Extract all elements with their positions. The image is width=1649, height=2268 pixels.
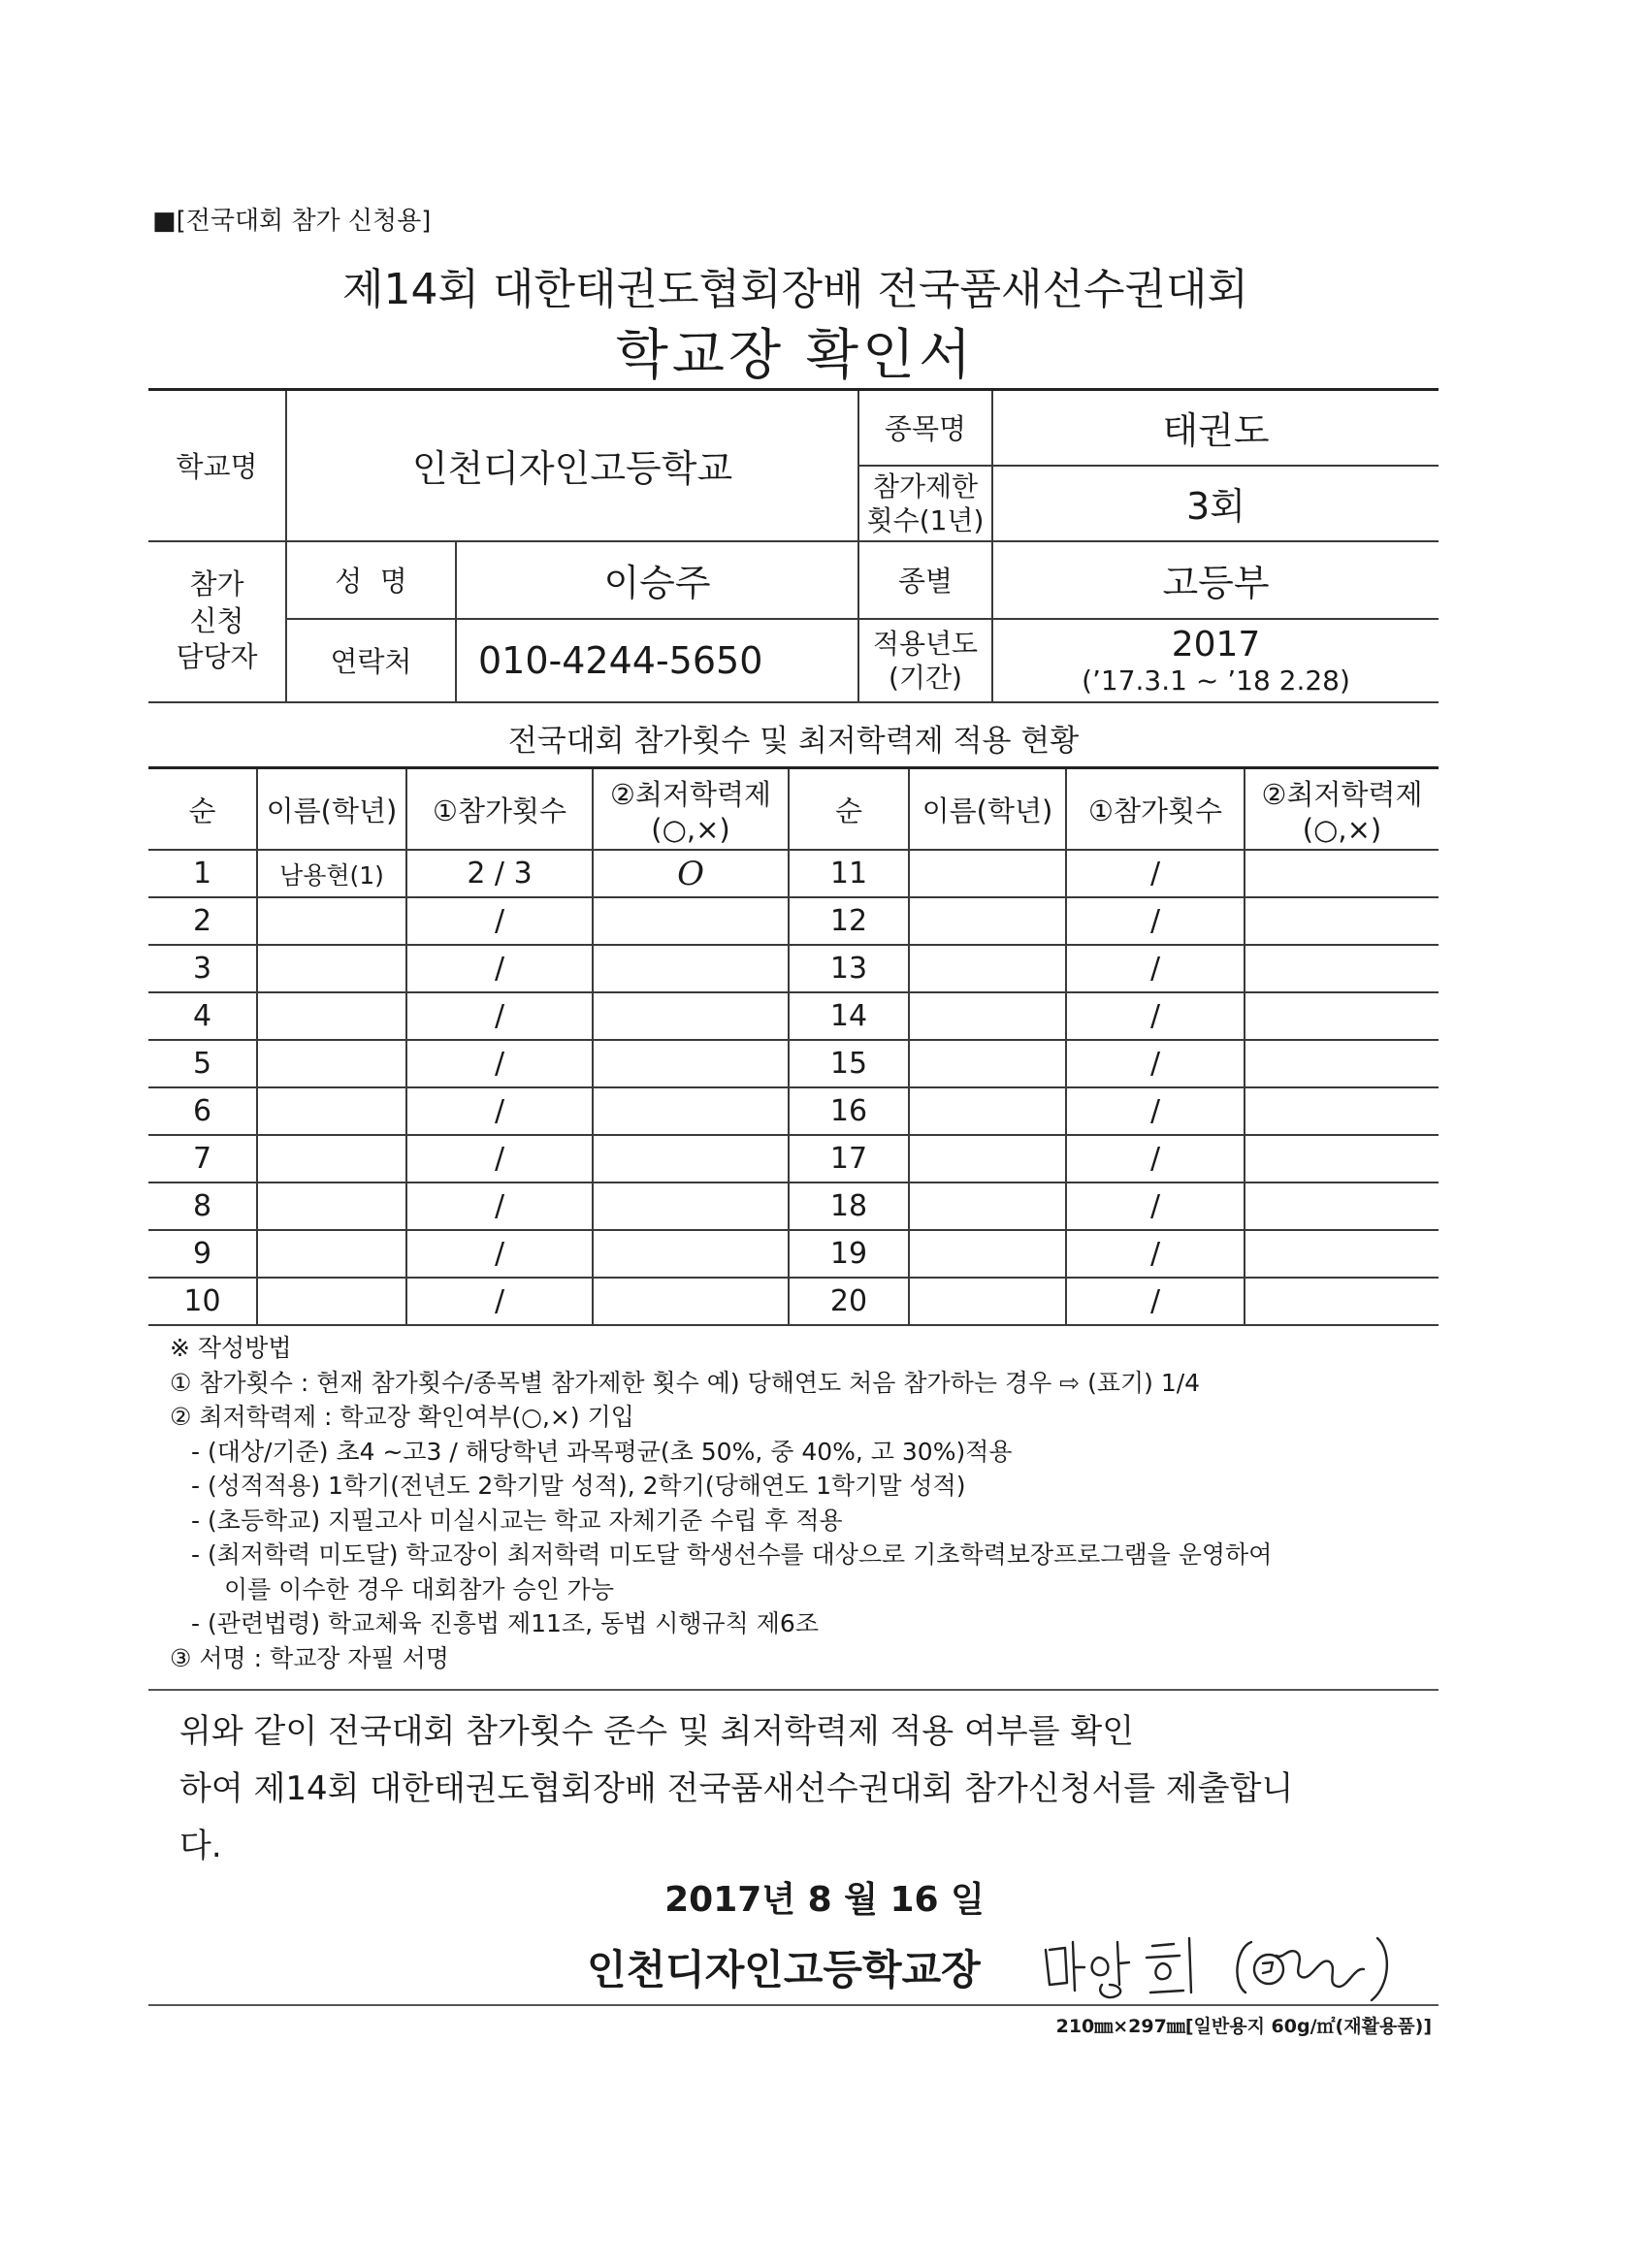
- instruction-2d-cont: 이를 이수한 경우 대회참가 승인 가능: [224, 1574, 614, 1604]
- row-count: /: [1066, 1183, 1245, 1230]
- col-header-name: 이름(학년): [909, 768, 1066, 851]
- table-row: [148, 1087, 1439, 1135]
- row-no: 20: [789, 1278, 909, 1325]
- table-row: [148, 897, 1439, 945]
- form-type-tag: ■[전국대회 참가 신청용]: [152, 207, 432, 236]
- table-row: [148, 1183, 1439, 1230]
- col-header-count: ①참가횟수: [406, 768, 593, 851]
- row-count: /: [406, 1040, 593, 1087]
- row-name: [257, 992, 406, 1040]
- row-name: [257, 897, 406, 945]
- row-academic: [1245, 945, 1439, 992]
- row-no: 3: [148, 945, 257, 992]
- row-count: /: [1066, 1230, 1245, 1278]
- table-row: [148, 850, 1439, 897]
- statement-line1: 위와 같이 전국대회 참가횟수 준수 및 최저학력제 적용 여부를 확인: [179, 1712, 1135, 1751]
- row-no: 1: [148, 850, 257, 897]
- row-count: /: [406, 897, 593, 945]
- row-academic: [593, 1040, 789, 1087]
- apply-year-label-line2: (기간): [889, 661, 962, 694]
- row-name: [909, 1183, 1066, 1230]
- row-academic: O: [593, 850, 789, 897]
- row-name: [909, 1135, 1066, 1183]
- signature-paren-open: [1237, 1942, 1251, 1993]
- row-academic: [1245, 1278, 1439, 1325]
- apply-period: (’17.3.1 ~ ’18 2.28): [1082, 664, 1350, 697]
- applicant-name-label: 성 명: [286, 541, 456, 619]
- applicant-label-line3: 담당자: [176, 640, 258, 674]
- instruction-1: ① 참가횟수 : 현재 참가횟수/종목별 참가제한 횟수 예) 당해연도 처음 참가하는 경우 ⇨ (표기) 1/4: [170, 1368, 1201, 1397]
- col-header-academic-line2: (○,×): [1302, 812, 1382, 846]
- school-name-value: 인천디자인고등학교: [286, 390, 858, 541]
- row-academic: [1245, 1183, 1439, 1230]
- document-date: 2017년 8 월 16 일: [664, 1880, 985, 1920]
- row-count: /: [406, 1135, 593, 1183]
- row-count: /: [1066, 945, 1245, 992]
- row-no: 12: [789, 897, 909, 945]
- row-name: [909, 1278, 1066, 1325]
- instruction-3: ③ 서명 : 학교장 자필 서명: [170, 1643, 449, 1672]
- row-no: 6: [148, 1087, 257, 1135]
- statement-line3: 다.: [179, 1827, 222, 1865]
- principal-signature: [1038, 1928, 1445, 2006]
- row-name: [257, 945, 406, 992]
- participation-limit-label-line1: 참가제한: [872, 470, 979, 502]
- row-academic: [1245, 850, 1439, 897]
- participation-status-table: [148, 766, 1439, 1326]
- table-row: [148, 945, 1439, 992]
- table-row: [148, 992, 1439, 1040]
- col-header-no: 순: [148, 768, 257, 851]
- col-header-academic: [1245, 768, 1439, 851]
- row-no: 10: [148, 1278, 257, 1325]
- apply-year: 2017: [1171, 624, 1261, 664]
- table-row: [148, 1135, 1439, 1183]
- applicant-label-line1: 참가: [189, 567, 244, 600]
- row-count: /: [406, 1278, 593, 1325]
- event-value: 태권도: [992, 390, 1439, 466]
- applicant-name-value: 이승주: [456, 541, 858, 619]
- row-academic: [1245, 897, 1439, 945]
- row-name: [909, 945, 1066, 992]
- row-no: 19: [789, 1230, 909, 1278]
- row-academic: [593, 992, 789, 1040]
- paper-spec: 210㎜×297㎜[일반용지 60g/㎡(재활용품)]: [1055, 2016, 1432, 2037]
- signature-stroke-2: [1092, 1942, 1129, 1997]
- row-no: 5: [148, 1040, 257, 1087]
- applicant-label-line2: 신청: [189, 603, 244, 637]
- row-count: /: [1066, 1278, 1245, 1325]
- row-academic: [593, 1183, 789, 1230]
- row-no: 16: [789, 1087, 909, 1135]
- row-academic: [1245, 1230, 1439, 1278]
- contact-label: 연락처: [286, 619, 456, 702]
- row-count: /: [406, 1183, 593, 1230]
- statement-line2: 하여 제14회 대한태권도협회장배 전국품새선수권대회 참가신청서를 제출합니: [179, 1769, 1294, 1808]
- instruction-2b: - (성적적용) 1학기(전년도 2학기말 성적), 2학기(당해연도 1학기말 성적): [191, 1472, 966, 1500]
- table-row: [148, 1040, 1439, 1087]
- col-header-academic-line2: (○,×): [651, 812, 730, 846]
- row-count: /: [1066, 850, 1245, 897]
- apply-year-label: [858, 619, 992, 702]
- row-name: [257, 1087, 406, 1135]
- row-name: [909, 992, 1066, 1040]
- row-count: /: [1066, 1135, 1245, 1183]
- instruction-2: ② 최저학력제 : 학교장 확인여부(○,×) 기입: [170, 1403, 634, 1431]
- participation-limit-value: 3회: [992, 466, 1439, 541]
- divider-bottom: [148, 2004, 1439, 2006]
- col-header-academic-line1: ②최저학력제: [609, 777, 772, 811]
- row-academic: [1245, 1087, 1439, 1135]
- row-count: /: [1066, 897, 1245, 945]
- status-section-title: 전국대회 참가횟수 및 최저학력제 적용 현황: [507, 724, 1080, 759]
- row-no: 9: [148, 1230, 257, 1278]
- row-no: 18: [789, 1183, 909, 1230]
- row-academic: [593, 1278, 789, 1325]
- row-name: [257, 1135, 406, 1183]
- instruction-2a: - (대상/기준) 초4 ~고3 / 해당학년 과목평균(초 50%, 중 40%, 고 30%)적용: [191, 1437, 1013, 1466]
- row-name: [909, 897, 1066, 945]
- row-name: [257, 1278, 406, 1325]
- col-header-name: 이름(학년): [257, 768, 406, 851]
- col-header-count: ①참가횟수: [1066, 768, 1245, 851]
- table-row: [148, 1278, 1439, 1325]
- participation-limit-label: [858, 466, 992, 541]
- row-academic: [1245, 1135, 1439, 1183]
- row-name: [909, 850, 1066, 897]
- contact-value: 010-4244-5650: [456, 619, 858, 702]
- row-name: [909, 1087, 1066, 1135]
- instruction-2e: - (관련법령) 학교체육 진흥법 제11조, 동법 시행규칙 제6조: [191, 1609, 819, 1637]
- row-academic: [593, 897, 789, 945]
- row-academic: [1245, 1040, 1439, 1087]
- row-academic: [593, 1087, 789, 1135]
- signature-stroke-3: [1147, 1938, 1191, 1993]
- signature-stroke-1: [1046, 1942, 1084, 1991]
- instructions: [170, 1331, 1450, 1675]
- event-label: 종목명: [858, 390, 992, 466]
- row-no: 7: [148, 1135, 257, 1183]
- row-name: [257, 1230, 406, 1278]
- row-academic: [593, 1135, 789, 1183]
- row-no: 4: [148, 992, 257, 1040]
- participation-limit-label-line2: 횟수(1년): [866, 503, 985, 536]
- col-header-academic-line1: ②최저학력제: [1261, 777, 1423, 811]
- apply-year-label-line1: 적용년도: [872, 627, 979, 660]
- document-subtitle: 학교장 확인서: [615, 324, 976, 387]
- table-row: [148, 1230, 1439, 1278]
- school-name-label: 학교명: [148, 390, 286, 541]
- row-name: [257, 1183, 406, 1230]
- row-name: [257, 1040, 406, 1087]
- row-count: /: [406, 992, 593, 1040]
- signature-stroke-4: [1263, 1938, 1387, 2000]
- row-academic: [593, 1230, 789, 1278]
- row-count: /: [1066, 1087, 1245, 1135]
- row-name: [909, 1230, 1066, 1278]
- applicant-label: [148, 541, 286, 702]
- row-name: 남용현(1): [257, 850, 406, 897]
- signature-circle: [1254, 1955, 1283, 1984]
- row-no: 15: [789, 1040, 909, 1087]
- row-count: 2 / 3: [406, 850, 593, 897]
- principal-title: 인천디자인고등학교장: [587, 1946, 981, 1993]
- row-name: [909, 1040, 1066, 1087]
- instruction-2c: - (초등학교) 지필고사 미실시교는 학교 자체기준 수립 후 적용: [191, 1506, 843, 1535]
- row-no: 13: [789, 945, 909, 992]
- divider-top: [148, 1689, 1439, 1691]
- row-count: /: [406, 1230, 593, 1278]
- school-info-table: [148, 388, 1439, 703]
- row-count: /: [1066, 992, 1245, 1040]
- confirmation-statement: [179, 1703, 1440, 1875]
- col-header-academic: [593, 768, 789, 851]
- row-no: 2: [148, 897, 257, 945]
- row-no: 11: [789, 850, 909, 897]
- instructions-heading: ※ 작성방법: [170, 1334, 292, 1362]
- instruction-2d: - (최저학력 미도달) 학교장이 최저학력 미도달 학생선수를 대상으로 기초학력보장프로그램을 운영하여: [191, 1540, 1273, 1569]
- row-academic: [1245, 992, 1439, 1040]
- row-no: 14: [789, 992, 909, 1040]
- row-count: /: [406, 945, 593, 992]
- division-label: 종별: [858, 541, 992, 619]
- document-title: 제14회 대한태권도협회장배 전국품새선수권대회: [341, 265, 1249, 314]
- col-header-no: 순: [789, 768, 909, 851]
- apply-year-value: [992, 619, 1439, 702]
- table-header-row: [148, 768, 1439, 851]
- row-no: 8: [148, 1183, 257, 1230]
- division-value: 고등부: [992, 541, 1439, 619]
- row-count: /: [406, 1087, 593, 1135]
- row-no: 17: [789, 1135, 909, 1183]
- row-count: /: [1066, 1040, 1245, 1087]
- row-academic: [593, 945, 789, 992]
